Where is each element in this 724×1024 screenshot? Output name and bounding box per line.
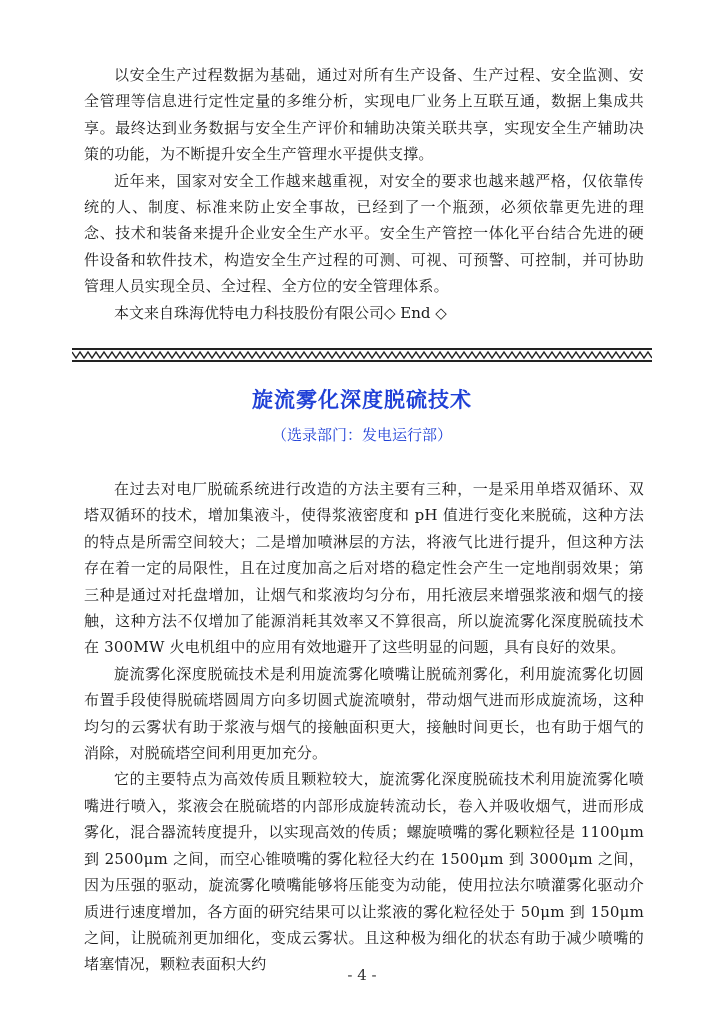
article-department: （选录部门：发电运行部） (271, 426, 452, 444)
body-paragraph: 旋流雾化深度脱硫技术是利用旋流雾化喷嘴让脱硫剂雾化，利用旋流雾化切圆布置手段使得脱硫塔圆周方向多切圆式旋流喷射，带动烟气进而形成旋流场，这种均匀的云雾状有助于浆液与烟气的接触面积更大，接触时间更长，也有助于烟气的消除，对脱硫塔空间利用更加充分。 (84, 664, 644, 763)
page-number: - 4 - (347, 966, 377, 984)
body-paragraph: 在过去对电厂脱硫系统进行改造的方法主要有三种，一是采用单塔双循环、双塔双循环的技术，增加集液斗，使得浆液密度和 pH 值进行变化来脱硫，这种方法的特点是所需空间较大；二是增加喷淋层的方法，将液气比进行提升，但这种方法存在着一定的局限性，且在过度加高之后对塔的稳定性会产生一定地削弱效果；第三种是通过对托盘增加，让烟气和浆液均匀分布，用托液层来增强浆液和烟气的接触，这种方法不仅增加了能源消耗其效率又不算很高，所以旋流雾化深度脱硫技术在 300MW 火电机组中的应用有效地避开了这些明显的问题，具有良好的效果。 (84, 480, 644, 657)
previous-article-body (84, 62, 644, 326)
section-divider (72, 348, 652, 362)
divider-zigzag (72, 352, 652, 358)
body-paragraph: 以安全生产过程数据为基础，通过对所有生产设备、生产过程、安全监测、安全管理等信息进行定性定量的多维分析，实现电厂业务上互联互通，数据上集成共享。最终达到业务数据与安全生产评价和辅助决策关联共享，实现安全生产辅助决策的功能，为不断提升安全生产管理水平提供支撑。 (84, 66, 644, 164)
body-paragraph: 它的主要特点为高效传质且颗粒较大，旋流雾化深度脱硫技术利用旋流雾化喷嘴进行喷入，浆液会在脱硫塔的内部形成旋转流动长，卷入并吸收烟气，进而形成雾化，混合器流转度提升，以实现高效的传质；螺旋喷嘴的雾化颗粒径是 1100μm 到 2500μm 之间，而空心锥喷嘴的雾化粒径大约在 1500μm 到 3000μm 之间，因为压强的驱动，旋流雾化喷嘴能够将压能变为动能，使用拉法尔喷灌雾化驱动介质进行速度增加，各方面的研究结果可以让浆液的雾化粒径处于 50μm 到 150μm 之间，让脱硫剂更加细化，变成云雾状。且这种极为细化的状态有助于减少喷嘴的堵塞情况，颗粒表面积大约 (84, 770, 644, 974)
article-title: 旋流雾化深度脱硫技术 (252, 388, 472, 412)
article-source-line: 本文来自珠海优特电力科技股份有限公司◇ End ◇ (114, 303, 447, 322)
body-paragraph: 近年来，国家对安全工作越来越重视，对安全的要求也越来越严格，仅依靠传统的人、制度、标准来防止安全事故，已经到了一个瓶颈，必须依靠更先进的理念、技术和装备来提升企业安全生产水平。安全生产管控一体化平台结合先进的硬件设备和软件技术，构造安全生产过程的可测、可视、可预警、可控制，并可协助管理人员实现全员、全过程、全方位的安全管理体系。 (84, 171, 644, 296)
article-body (84, 476, 644, 978)
